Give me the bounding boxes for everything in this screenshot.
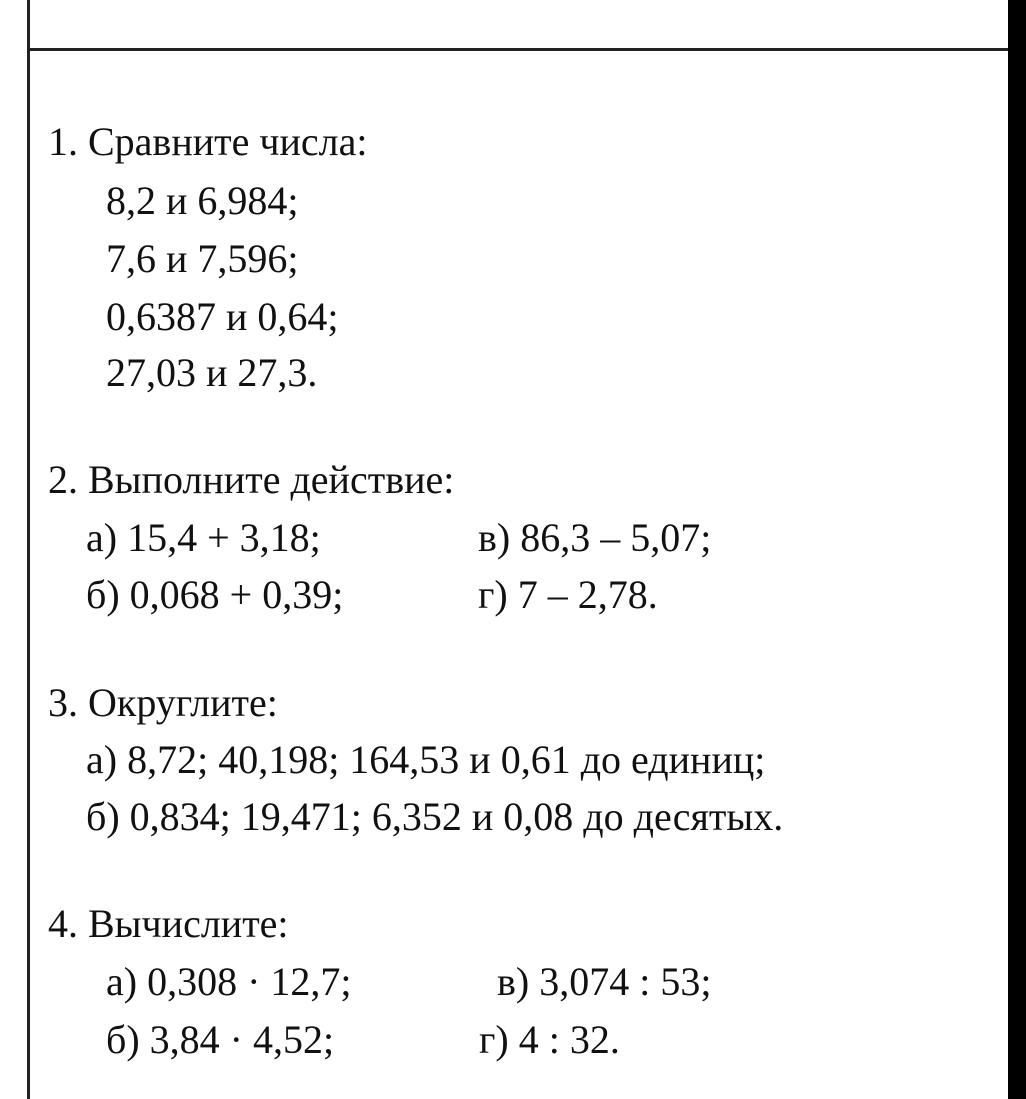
task1-line-3: 0,6387 и 0,64; bbox=[106, 294, 339, 339]
frame-right-border bbox=[1008, 0, 1026, 1099]
header-divider bbox=[27, 48, 1017, 51]
task2-item-a: а) 15,4 + 3,18; bbox=[86, 515, 321, 560]
task1-title: 1. Сравните числа: bbox=[48, 119, 368, 164]
task2-title: 2. Выполните действие: bbox=[48, 457, 455, 502]
task4-item-v: в) 3,074 : 53; bbox=[497, 959, 712, 1004]
task3-line-b: б) 0,834; 19,471; 6,352 и 0,08 до десятых. bbox=[86, 794, 784, 839]
task4-item-a: а) 0,308 · 12,7; bbox=[106, 959, 352, 1004]
task2-item-v: в) 86,3 – 5,07; bbox=[478, 515, 712, 560]
task2-item-b: б) 0,068 + 0,39; bbox=[86, 572, 344, 617]
task4-item-g: г) 4 : 32. bbox=[479, 1017, 620, 1062]
task1-line-2: 7,6 и 7,596; bbox=[106, 236, 299, 281]
task4-item-b: б) 3,84 · 4,52; bbox=[106, 1017, 335, 1062]
task4-title: 4. Вычислите: bbox=[48, 901, 289, 946]
task1-line-1: 8,2 и 6,984; bbox=[106, 178, 299, 223]
frame-left-border bbox=[27, 0, 30, 1099]
task1-line-4: 27,03 и 27,3. bbox=[106, 350, 318, 395]
task2-item-g: г) 7 – 2,78. bbox=[478, 572, 658, 617]
task3-title: 3. Округлите: bbox=[48, 680, 278, 725]
task3-line-a: а) 8,72; 40,198; 164,53 и 0,61 до единиц; bbox=[86, 737, 766, 782]
